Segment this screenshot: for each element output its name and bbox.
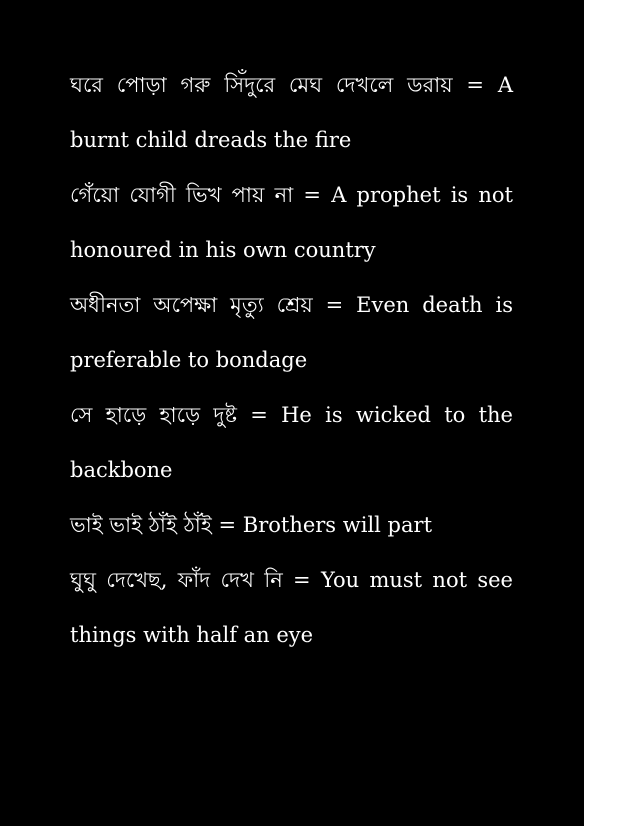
proverb-list bbox=[70, 58, 513, 663]
proverb-entry: ঘরে পোড়া গরু সিঁদুরে মেঘ দেখলে ডরায় = A burnt child dreads the fire bbox=[70, 73, 513, 152]
proverb-entry: অধীনতা অপেক্ষা মৃত্যু শ্রেয় = Even death is preferable to bondage bbox=[70, 293, 513, 372]
proverb-entry: গেঁয়ো যোগী ভিখ পায় না = A prophet is not honoured in his own country bbox=[70, 183, 513, 262]
proverb-entry: ভাই ভাই ঠাঁই ঠাঁই = Brothers will part bbox=[70, 513, 433, 537]
proverb-entry: সে হাড়ে হাড়ে দুষ্ট = He is wicked to the backbone bbox=[70, 403, 513, 482]
proverb-entry: ঘুঘু দেখেছ, ফাঁদ দেখ নি = You must not see things with half an eye bbox=[70, 568, 513, 647]
